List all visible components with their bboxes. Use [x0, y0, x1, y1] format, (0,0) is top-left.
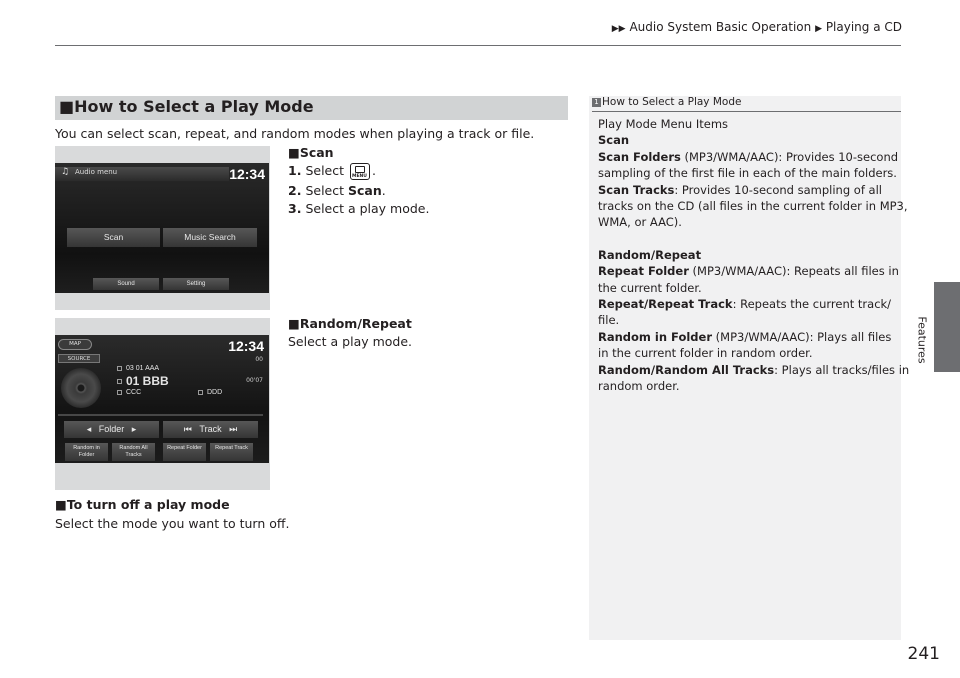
next-folder-icon[interactable]: ▸ — [131, 424, 137, 434]
screen-title-bar — [55, 167, 229, 181]
breadcrumb-item: Playing a CD — [825, 20, 902, 34]
skip-back-icon[interactable]: ⏮ — [183, 424, 192, 434]
note-text: Play Mode Menu Items — [598, 117, 729, 131]
breadcrumb — [612, 20, 902, 34]
note-line — [598, 362, 910, 378]
album-icon — [198, 390, 203, 395]
note-term: Scan Tracks — [598, 182, 675, 197]
audio-menu-screen — [55, 163, 269, 293]
note-line — [598, 132, 898, 148]
repeat-track-button[interactable]: Repeat Track — [210, 443, 253, 461]
artist-line: CCC — [117, 389, 141, 396]
note-line — [598, 116, 898, 132]
track-icon — [117, 379, 122, 384]
note-line — [598, 329, 898, 345]
section-title: ■How to Select a Play Mode — [59, 97, 314, 116]
note-text: (MP3/WMA/AAC): Repeats all files in — [688, 264, 899, 279]
breadcrumb-item: Audio System Basic Operation — [629, 20, 812, 34]
note-line — [598, 378, 898, 394]
cd-playback-screen — [55, 335, 269, 463]
side-note-header: 1 How to Select a Play Mode — [589, 96, 901, 108]
repeat-folder-button[interactable]: Repeat Folder — [163, 443, 206, 461]
note-line — [598, 296, 898, 312]
scan-step-2: 2. Select Scan. — [288, 183, 386, 198]
section-heading-bar — [55, 96, 568, 120]
line-gap — [598, 231, 898, 247]
source-button[interactable]: SOURCE — [58, 354, 100, 363]
folder-selector[interactable]: ◂ Folder ▸ — [64, 421, 159, 438]
sound-button[interactable]: Sound — [93, 278, 159, 290]
note-text: random order. — [598, 379, 680, 394]
side-note-body — [598, 116, 910, 395]
note-term: Repeat Folder — [598, 264, 689, 279]
chapter-label: Features — [915, 316, 929, 364]
clock: 12:34 — [228, 338, 264, 354]
note-text: sampling of the first file in each of the main folders. — [598, 166, 897, 181]
track-title: 01 BBB — [117, 374, 169, 388]
note-line — [598, 263, 898, 279]
note-text: : Plays all tracks/files in — [774, 362, 910, 377]
previous-folder-icon[interactable]: ◂ — [86, 424, 92, 434]
note-text: in the current folder in random order. — [598, 346, 813, 361]
note-term: Repeat/Repeat Track — [598, 297, 733, 312]
turn-off-heading: ■To turn off a play mode — [55, 497, 230, 512]
cd-disc-icon — [61, 368, 101, 408]
scan-button[interactable]: Scan — [67, 228, 160, 247]
folder-track-line: 03 01 AAA — [117, 365, 159, 372]
screen-title: Audio menu — [75, 168, 118, 176]
header-rule — [55, 45, 901, 46]
note-text: (MP3/WMA/AAC): Plays all files — [712, 329, 892, 344]
breadcrumb-arrow-icon: ▶▶ — [611, 24, 626, 34]
random-all-tracks-button[interactable]: Random All Tracks — [112, 443, 155, 461]
note-line — [598, 345, 898, 361]
volume-indicator: 00 — [255, 356, 263, 363]
note-line — [598, 149, 898, 165]
note-term: Scan — [598, 133, 630, 148]
note-text: tracks on the CD (all files in the current folder in MP3, — [598, 199, 908, 214]
folder-icon — [117, 366, 122, 371]
divider — [58, 414, 263, 416]
note-term: Random/Repeat — [598, 247, 702, 262]
note-text: file. — [598, 313, 620, 328]
note-line — [598, 247, 898, 263]
scan-step-3: 3. Select a play mode. — [288, 201, 430, 216]
turn-off-text: Select the mode you want to turn off. — [55, 516, 290, 531]
note-text: : Provides 10-second sampling of all — [674, 182, 882, 197]
track-selector[interactable]: ⏮ Track ⏭ — [163, 421, 258, 438]
artist-icon — [117, 390, 122, 395]
reference-tag: 1 — [592, 98, 601, 107]
clock: 12:34 — [229, 166, 265, 182]
scan-heading: ■Scan — [288, 145, 334, 160]
breadcrumb-arrow-icon: ▶ — [815, 24, 822, 34]
scan-step-1: 1. Select MENU . — [288, 163, 376, 179]
random-repeat-heading: ■Random/Repeat — [288, 316, 412, 331]
note-line — [598, 165, 898, 181]
note-line — [598, 198, 908, 214]
album-line: DDD — [198, 389, 222, 396]
note-text: the current folder. — [598, 280, 702, 295]
note-term: Random/Random All Tracks — [598, 362, 775, 377]
note-text: : Repeats the current track/ — [732, 297, 892, 312]
note-line — [598, 280, 898, 296]
note-line — [598, 214, 898, 230]
music-search-button[interactable]: Music Search — [163, 228, 257, 247]
random-repeat-text: Select a play mode. — [288, 334, 413, 349]
random-in-folder-button[interactable]: Random in Folder — [65, 443, 108, 461]
setting-button[interactable]: Setting — [163, 278, 229, 290]
menu-button-icon: MENU — [350, 163, 370, 180]
skip-forward-icon[interactable]: ⏭ — [229, 424, 238, 434]
note-term: Scan Folders — [598, 149, 681, 164]
note-line — [598, 182, 898, 198]
map-button[interactable]: MAP — [58, 339, 92, 350]
note-text: (MP3/WMA/AAC): Provides 10-second — [680, 149, 899, 164]
page-number: 241 — [907, 644, 940, 664]
note-text: WMA, or AAC). — [598, 215, 682, 230]
elapsed-time: 00'07 — [246, 377, 263, 384]
music-note-icon: ♫ — [61, 167, 70, 177]
chapter-tab — [934, 282, 960, 372]
intro-text: You can select scan, repeat, and random modes when playing a track or file. — [55, 126, 535, 141]
note-term: Random in Folder — [598, 329, 712, 344]
note-line — [598, 312, 898, 328]
side-note-rule — [592, 111, 901, 112]
